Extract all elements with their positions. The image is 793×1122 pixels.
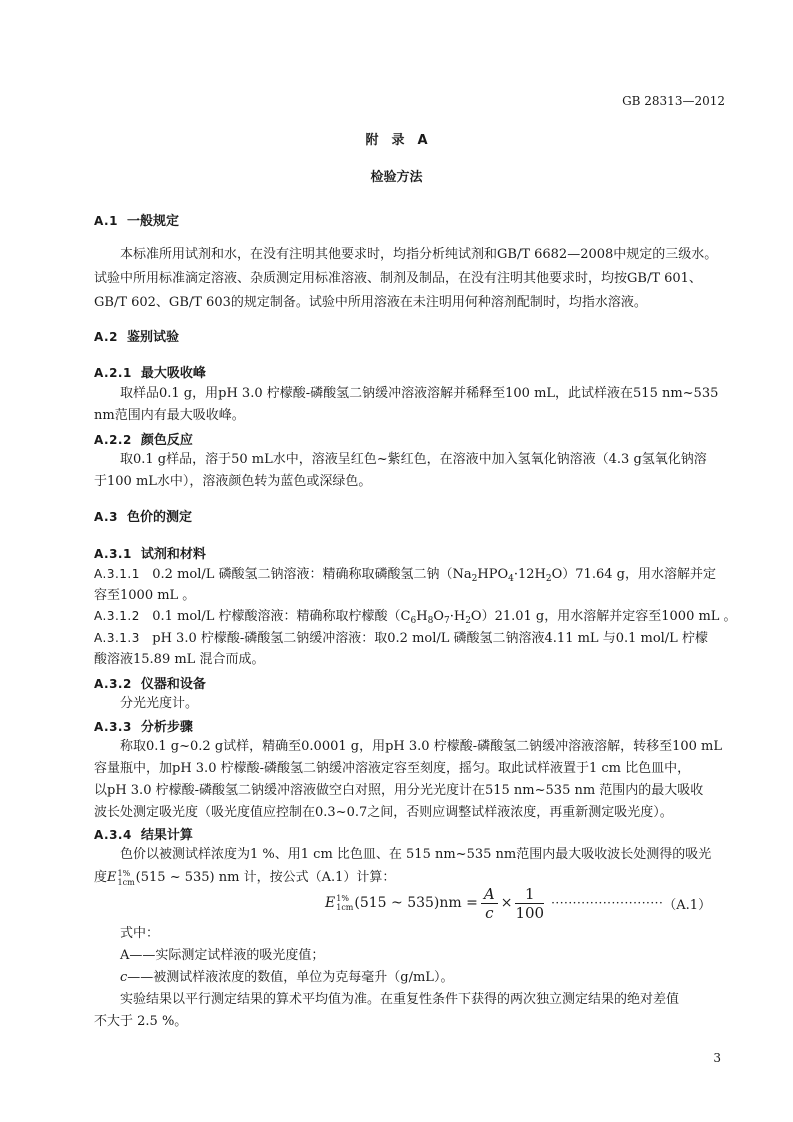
clause-number: A.3.1.1 (94, 567, 140, 581)
where-item-a (120, 944, 324, 968)
page-number: 3 (713, 1051, 721, 1065)
annex-title: 附 录 A (365, 133, 428, 148)
paragraph-line: GB/T 602、GB/T 603的规定制备。试验中所用溶液在未注明用何种溶剂配制时，均指水溶液。 (94, 295, 647, 310)
annex-subtitle: 检验方法 (370, 170, 423, 185)
subscript: 4 (508, 574, 514, 584)
paragraph-line: 于100 mL水中），溶液颜色转为蓝色或深绿色。 (94, 474, 372, 489)
where-item-c (120, 966, 453, 990)
fraction-a-over-c (481, 885, 498, 922)
clause-text: ·12H (513, 567, 546, 582)
denominator: c (485, 903, 494, 922)
fraction-1-over-100 (515, 885, 544, 922)
leader-dots: ·························· (551, 896, 664, 910)
subscript: 6 (410, 616, 417, 626)
symbol-e: E (107, 870, 117, 885)
clause-text: O (433, 609, 444, 624)
paragraph-line: 称取0.1 g~0.2 g试样，精确至0.0001 g，用pH 3.0 柠檬酸-磷酸氢二钠缓冲溶液溶解，转移至100 mL (120, 739, 722, 754)
denominator: 100 (515, 903, 545, 922)
paragraph-line: 酸溶液15.89 mL 混合而成。 (94, 652, 265, 667)
paragraph-line: 取样品0.1 g，用pH 3.0 柠檬酸-磷酸氢二钠缓冲溶液溶解并稀释至100 mL，此试样液在515 nm~535 (120, 386, 719, 401)
section-number: A.3.3 (94, 720, 132, 734)
section-title: 分析步骤 (140, 720, 193, 735)
paragraph-line: 以pH 3.0 柠檬酸-磷酸氢二钠缓冲溶液做空白对照，用分光光度计在515 nm~535 nm 范围内的最大吸收 (94, 783, 704, 798)
dash: —— (129, 948, 156, 963)
clause-number: A.3.1.3 (94, 631, 140, 645)
section-number: A.3.1 (94, 547, 132, 561)
symbol-e: E (325, 895, 336, 911)
paragraph-line: 本标准所用试剂和水，在没有注明其他要求时，均指分析纯试剂和GB/T 6682—2008中规定的三级水。 (120, 247, 718, 262)
subscript: 7 (443, 616, 450, 626)
paragraph-line: 试验中所用标准滴定溶液、杂质测定用标准溶液、制剂及制品，在没有注明其他要求时，均按GB/T 601、 (94, 271, 702, 286)
section-a32-heading (94, 673, 206, 692)
where-intro: 式中： (120, 926, 160, 941)
paragraph-line: 容至1000 mL 。 (94, 588, 196, 603)
section-a31-heading (94, 543, 206, 562)
clause-text: O）71.64 g，用水溶解并定 (551, 567, 716, 582)
paragraph-line: 色价以被测试样浓度为1 %、用1 cm 比色皿、在 515 nm~535 nm范围内最大吸收波长处测得的吸光 (120, 847, 712, 862)
times-sign: × (500, 895, 513, 911)
superscript: 1% (336, 894, 349, 903)
formula-label: （A.1） (663, 897, 712, 913)
text: (515 ~ 535) nm 计，按公式（A.1）计算： (135, 870, 396, 885)
numerator: A (481, 885, 498, 904)
clause-text: H (416, 609, 428, 624)
paragraph-line: nm范围内有最大吸收峰。 (94, 408, 245, 423)
formula-a1 (325, 882, 711, 924)
subscript: 2 (471, 574, 478, 584)
clause-text: 0.1 mol/L 柠檬酸溶液：精确称取柠檬酸（C (152, 609, 411, 624)
subscript: 2 (545, 574, 552, 584)
section-a22-heading (94, 429, 193, 448)
section-a1-heading (94, 210, 179, 229)
clause-text: O）21.01 g，用水溶解并定容至1000 mL 。 (470, 609, 737, 624)
clause-number: A.3.1.2 (94, 609, 140, 623)
superscript: 1% (117, 868, 131, 878)
section-title: 结果计算 (140, 828, 193, 843)
subscript: 8 (427, 616, 434, 626)
section-a3-heading (94, 506, 192, 525)
paragraph-line: 波长处测定吸光度（吸光度值应控制在0.3~0.7之间，否则应调整试样液浓度，再重新测定吸光度）。 (94, 805, 673, 820)
section-title: 一般规定 (126, 214, 179, 229)
section-title: 颜色反应 (140, 433, 193, 448)
standard-number: GB 28313—2012 (622, 94, 725, 108)
subscript: 2 (465, 616, 471, 626)
symbol: A (120, 948, 130, 963)
section-number: A.2 (94, 330, 118, 344)
section-number: A.3.4 (94, 828, 132, 842)
section-number: A.3 (94, 510, 118, 524)
clause-text: pH 3.0 柠檬酸-磷酸氢二钠缓冲溶液：取0.2 mol/L 磷酸氢二钠溶液4.11 mL 与0.1 mol/L 柠檬 (152, 631, 708, 646)
section-number: A.2.2 (94, 433, 132, 447)
section-title: 色价的测定 (126, 510, 192, 525)
definition: 被测试样液浓度的数值，单位为克每毫升（g/mL）。 (153, 970, 454, 985)
paragraph-line: 分光光度计。 (120, 696, 199, 711)
section-title: 鉴别试验 (126, 330, 179, 345)
text: 度 (94, 870, 108, 885)
subscript: 1cm (117, 877, 135, 887)
clause-text: HPO (477, 567, 509, 582)
clause-text: 0.2 mol/L 磷酸氢二钠溶液：精确称取磷酸氢二钠（Na (152, 567, 472, 582)
dash: —— (127, 970, 154, 985)
paragraph-line: 实验结果以平行测定结果的算术平均值为准。在重复性条件下获得的两次独立测定结果的绝对差值 (120, 992, 680, 1007)
section-a33-heading (94, 716, 193, 735)
paragraph-line: 取0.1 g样品，溶于50 mL水中，溶液呈红色~紫红色，在溶液中加入氢氧化钠溶液（4.3 g氢氧化钠溶 (120, 452, 707, 467)
definition: 实际测定试样液的吸光度值； (155, 948, 325, 963)
section-title: 仪器和设备 (140, 677, 206, 692)
section-title: 试剂和材料 (140, 547, 206, 562)
paragraph-line: 容量瓶中，加pH 3.0 柠檬酸-磷酸氢二钠缓冲溶液定容至刻度，摇匀。取此试样液置于1 cm 比色皿中， (94, 761, 691, 776)
formula-lhs: (515 ~ 535)nm = (354, 895, 478, 911)
sup-sub-stack (336, 894, 353, 912)
section-a2-heading (94, 326, 179, 345)
section-title: 最大吸收峰 (140, 366, 206, 381)
subscript: 1cm (336, 903, 354, 912)
paragraph-line: 不大于 2.5 %。 (94, 1014, 188, 1029)
symbol: c (120, 970, 128, 985)
section-a21-heading (94, 362, 206, 381)
section-number: A.3.2 (94, 677, 132, 691)
clause-text: ·H (449, 609, 466, 624)
numerator: 1 (515, 885, 544, 904)
section-number: A.2.1 (94, 366, 132, 380)
section-a34-heading (94, 824, 193, 843)
sup-sub-stack (118, 869, 135, 887)
section-number: A.1 (94, 214, 118, 228)
